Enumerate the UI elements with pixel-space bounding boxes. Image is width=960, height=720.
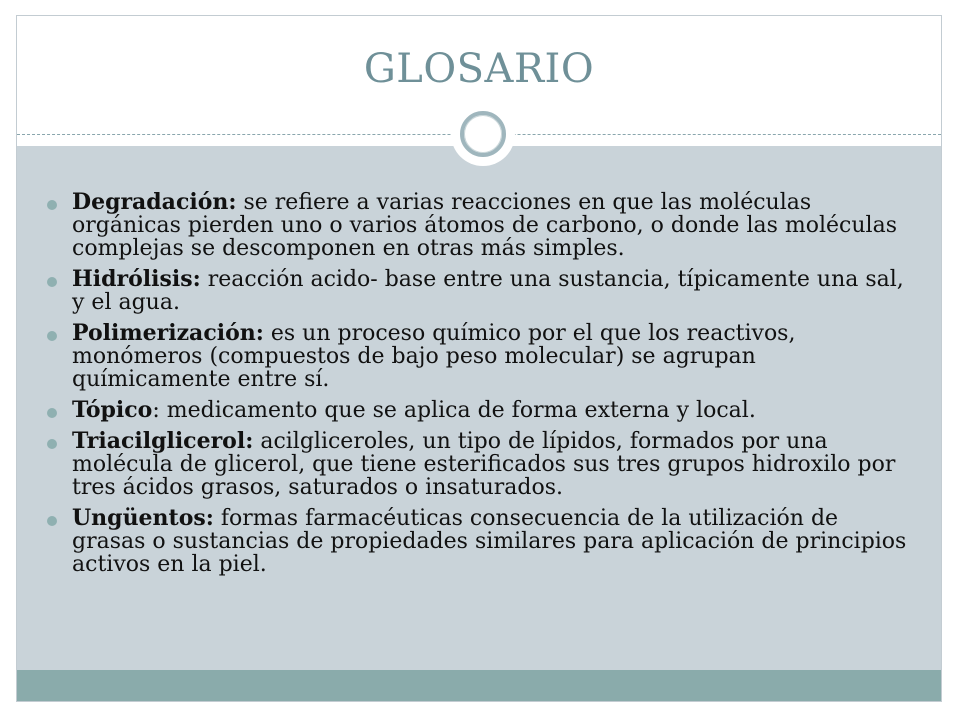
- glossary-definition: es un proceso químico por el que los reactivos, monómeros (compuestos de bajo peso molecular) se agrupan químicamente entre sí.: [72, 321, 796, 392]
- circle-ornament-icon: [451, 102, 515, 166]
- glossary-term: Polimerización:: [72, 320, 264, 346]
- bullet-icon: [47, 439, 57, 449]
- bullet-icon: [47, 331, 57, 341]
- glossary-definition: acilgliceroles, un tipo de lípidos, formados por una molécula de glicerol, que tiene esterificados sus tres grupos hidroxilo por tres ácidos grasos, saturados o insaturados.: [72, 429, 896, 500]
- glossary-term: Triacilglicerol:: [72, 428, 254, 454]
- glossary-list: [47, 191, 917, 584]
- glossary-term: Hidrólisis:: [72, 266, 201, 292]
- glossary-item-polimerizacion: [47, 322, 917, 391]
- glossary-definition: se refiere a varias reacciones en que las moléculas orgánicas pierden uno o varios átomos de carbono, o donde las moléculas complejas se descomponen en otras más simples.: [72, 190, 897, 261]
- glossary-item-hidrolisis: [47, 268, 917, 314]
- glossary-definition: reacción acido- base entre una sustancia, típicamente una sal, y el agua.: [72, 267, 904, 315]
- bullet-icon: [47, 200, 57, 210]
- bullet-icon: [47, 516, 57, 526]
- ornament-inner-ring: [464, 115, 502, 153]
- bullet-icon: [47, 277, 57, 287]
- slide-title: GLOSARIO: [363, 46, 595, 92]
- glossary-term: Ungüentos:: [72, 505, 214, 531]
- glossary-definition: : medicamento que se aplica de forma externa y local.: [152, 398, 756, 423]
- glossary-definition: formas farmacéuticas consecuencia de la utilización de grasas o sustancias de propiedades similares para aplicación de principios activos en la piel.: [72, 506, 907, 577]
- footer-bar: [17, 670, 941, 701]
- bullet-icon: [47, 408, 57, 418]
- glossary-item-degradacion: [47, 191, 917, 260]
- glossary-item-triacilglicerol: [47, 430, 917, 499]
- glossary-item-topico: [47, 399, 917, 422]
- glossary-term: Tópico: [72, 397, 153, 423]
- glossary-item-unguentos: [47, 507, 917, 576]
- glossary-term: Degradación:: [72, 189, 237, 215]
